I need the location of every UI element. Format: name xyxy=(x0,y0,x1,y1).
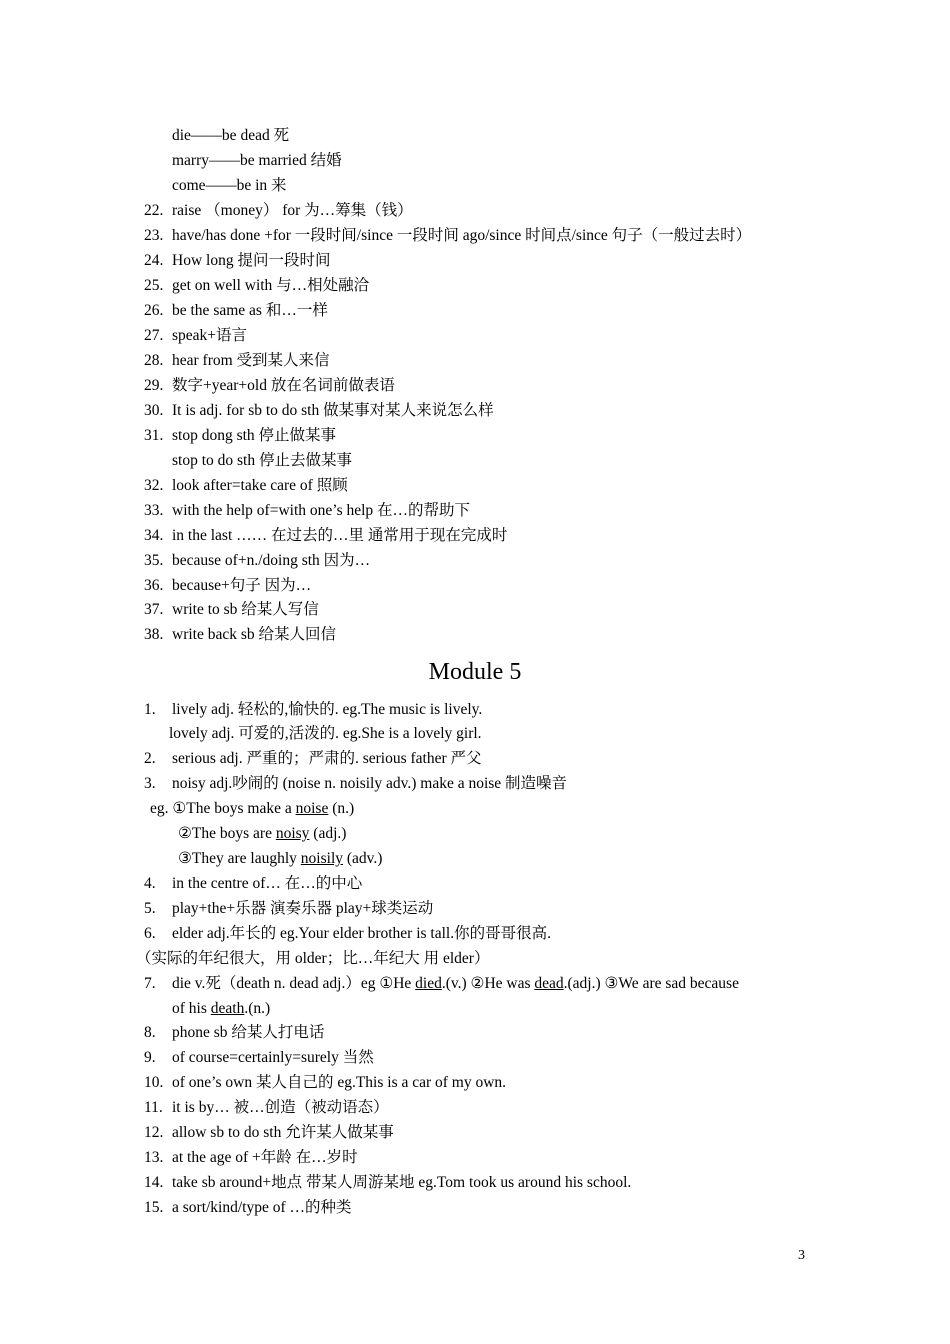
underlined-word: noisily xyxy=(300,850,343,867)
document-page: die——be dead 死 marry——be married 结婚 come——be in 来 22. raise （money） for 为…筹集（钱） 23. have/has done +for 一段时间/since 一段时间 ago/since 时间点/since 句子（一般过去时） 24. How long 提问一段时间 25. get on well with 与…相处融洽 26. be the same as 和…一样 27. speak+语言 28. hear from 受到某人来信 29. 数字+year+old 放在名词前做表语 30. It is adj. for sb to do sth 做某事对某人来说怎么样 31. stop dong sth 停止做某事 stop to do sth 停止去做某事 32. look after=take care of 照顾 33. with the help of=with one’s help 在…的帮助下 34. in the last …… 在过去的…里 通常用于现在完成时 35. because of+n./doing sth 因为… 36. because+句子 因为… 37. write to sb 给某人写信 38. write back sb 给某人回信 Module 5 1. lively adj. 轻松的,愉快的. eg.The music is lively. lovely adj. 可爱的,活泼的. eg.She is a lovely girl. 2. serious adj. 严重的；严肃的. serious father 严父 3. noisy adj.吵闹的 (noise n. noisily adv.) make a noise 制造噪音 eg. ①The boys make a noise (n.) ②The boys are noisy (adj.) ③They are laughly noisily (adv.) 4. in the centre of… 在…的中心 5. play+the+乐器 演奏乐器 play+球类运动 6. elder adj.年长的 eg.Your elder brother is tall.你的哥哥很高. （实际的年纪很大，用 older；比…年纪大 用 elder） 7. die v.死（death n. dead adj.）eg ①He died.(v.) ②He was dead.(adj.) ③We are sad because of his death.(n.) 8. phone sb 给某人打电话 9. of course=certainly=surely 当然 10. of one’s own 某人自己的 eg.This is a car of my own. 11. it is by… 被…创造（被动语态） 12. allow sb to do sth 允许某人做某事 13. at the age of +年龄 在…岁时 14. take sb around+地点 带某人周游某地 eg.Tom took us around his school. 15. a sort/kind/type of …的种类 3 xyxy=(0,0,950,1344)
underlined-word: noise xyxy=(295,800,329,817)
underlined-word: death xyxy=(210,1000,245,1017)
underlined-word: died xyxy=(415,975,442,992)
underlined-word: dead xyxy=(534,975,564,992)
underlined-word: noisy xyxy=(275,825,310,842)
module-heading: Module 5 xyxy=(428,659,522,685)
page-number: 3 xyxy=(798,1248,805,1263)
